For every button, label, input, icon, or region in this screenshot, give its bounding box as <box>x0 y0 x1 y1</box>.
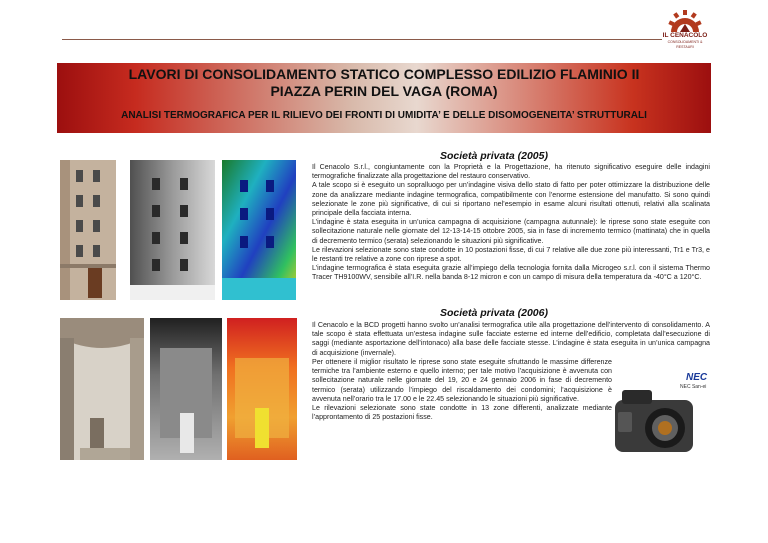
paragraph: Il Cenacolo e la BCD progetti hanno svolto un’analisi termografica utile alla progettazione dell’intervento di consolidamento. A tale scopo è stata effettuata un’estesa indagine sulle facciate esterne ed interne dell’edificio, completata dall’esecuzione di saggi (mediante asportazione dell’intonaco) alla base delle facciate stesse. L’indagine è stata eseguita in un’unica campagna di acquisizione (invernale). <box>312 321 710 357</box>
paragraph: Le rilevazioni selezionate sono state condotte in 10 postazioni fisse, di cui 7 relative alle due zone più interessanti, Tr1 e Tr3, e le restanti tre relative a zone con riprese a spot. <box>312 245 710 264</box>
paragraph: Le rilevazioni selezionate sono state condotte in 13 zone differenti, analizzate mediante l’approntamento di 25 postazioni fisse. <box>312 404 612 422</box>
gear-logo-icon <box>668 10 702 32</box>
thermal-color-image <box>222 160 296 300</box>
paragraph: Il Cenacolo S.r.l., congiuntamente con la Proprietà e la Progettazione, ha ritenuto significativo eseguire delle indagini termografiche finalizzate alla progettazione del restauro conservativo. <box>312 163 710 181</box>
thermal-color-interior <box>227 318 297 460</box>
paragraph: L’indagine è stata eseguita in un’unica campagna di acquisizione (campagna autunnale): le riprese sono state eseguite con sollecitazione naturale nelle giornate del 12-13-14-15 ottobre 2005, sia in fase di incremento termico (mattinata) che in quella di decremento termico (serata) selezionando le situazioni più significative. <box>312 218 710 245</box>
page-title-line2: PIAZZA PERIN DEL VAGA (ROMA) <box>270 83 498 99</box>
interior-courtyard-photo <box>60 318 144 460</box>
header-rule <box>62 39 662 40</box>
thermal-grayscale-interior <box>150 318 222 460</box>
page-title-line1: LAVORI DI CONSOLIDAMENTO STATICO COMPLESSO EDILIZIO FLAMINIO II <box>128 66 640 82</box>
camera-label: NEC San-ei <box>680 384 707 390</box>
company-logo <box>660 10 710 49</box>
section-title-2005: Società privata (2005) <box>440 150 548 162</box>
logo-subtitle: CONSOLIDAMENTI & RESTAURI <box>667 40 703 49</box>
paragraph: L’indagine termografica è stata eseguita grazie all’impiego della tecnologia fornita dalla Microgeo s.r.l. con il sistema Thermo Tracer TH9100WV, sensibile all’I.R. nella banda 8-12 micron e con un campo di misura della temperatura da -40°C a 120°C. <box>312 264 710 282</box>
logo-name: IL CENACOLO <box>662 32 708 39</box>
paragraph: A tale scopo si è eseguito un sopralluogo per un’indagine visiva dello stato di fatto per poter ottimizzare la distribuzione delle zone da analizzare mediante indagine termografica, compatibilmente con l’enorme estensione del manufatto. Si sono quindi selezionate le zone più significative, di cui si riportano nel’esempio in esame alcuni risultati ottenuti, relativi alla scalinata principale della facciata interna. <box>312 181 710 218</box>
page-subtitle: ANALISI TERMOGRAFICA PER IL RILIEVO DEI FRONTI DI UMIDITA’ E DELLE DISOMOGENEITA’ STRUTTURALI <box>121 110 647 121</box>
thermal-grayscale-image <box>130 160 215 300</box>
camera-brand-logo: NEC <box>686 372 708 383</box>
section-text-2006 <box>312 321 710 358</box>
facade-photo <box>60 160 116 300</box>
section-title-2006: Società privata (2006) <box>440 307 548 319</box>
thermal-camera-photo <box>610 372 712 467</box>
section-text-2005 <box>312 163 710 283</box>
section-text-2006-cont <box>312 358 612 422</box>
title-banner <box>57 63 711 133</box>
paragraph: Per ottenere il miglior risultato le riprese sono state eseguite sfruttando le massime differenze termiche tra l’ambiente esterno e quello interno; per tale motivo l’acquisizione è avvenuta con sollecitazione naturale nelle giornate del 19, 20 e 24 gennaio 2006 in fase di decremento termico (serata) utilizzando l’impiego del riscaldamento dei condomini; l’acquisizione è avvenuta nell’orario tra le 17.00 e le 22.45 selezionando le situazioni più significative. <box>312 358 612 403</box>
